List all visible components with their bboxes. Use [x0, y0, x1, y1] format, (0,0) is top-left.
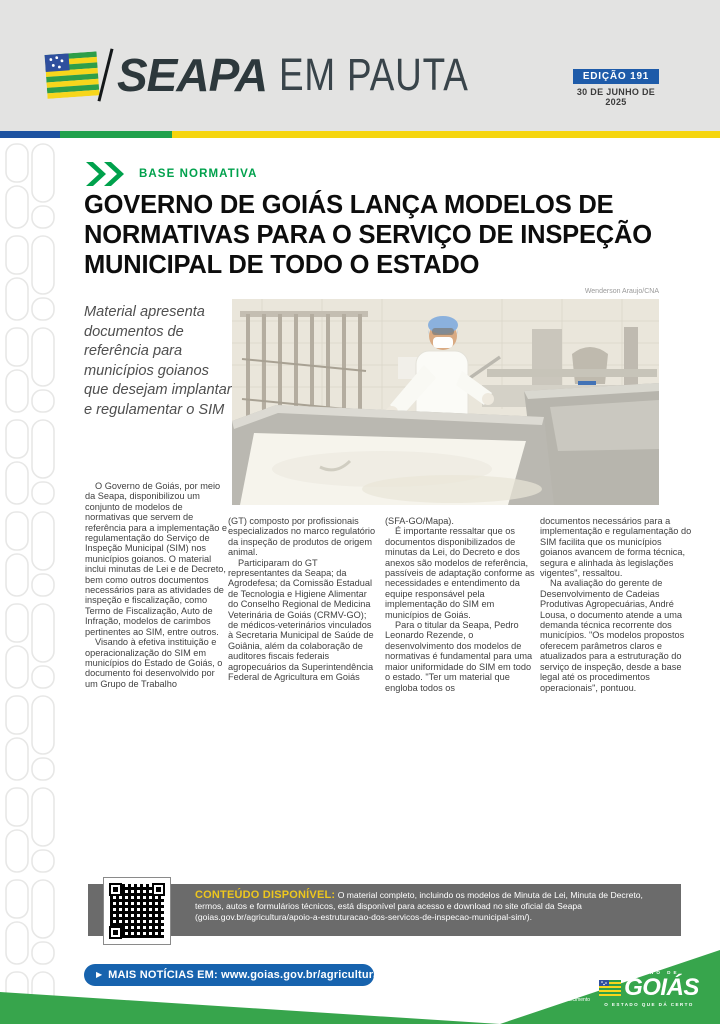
news-link-pill[interactable]: [84, 964, 380, 986]
tricolor-stripe: [0, 131, 720, 138]
content-banner-body: O material completo, incluindo os modelos de Minuta de Lei, Minuta de Decreto, termos, autos e formulários técnicos, está disponível para acesso e download no site oficial da Seapa (goias.gov.br/agricultura/apoio-a-estruturacao-dos-servicos-de-inspecao-municipal-sim/).: [195, 890, 643, 922]
article-paragraph: Na avaliação do gerente de Desenvolvimento de Cadeias Produtivas Agropecuárias, André Lousa, o documento atende a uma demanda técnica recorrente dos municípios. "Os modelos propostos oferecem parâmetros claros e atualizados para a estruturação do serviço de inspeção, desde a base legal até os procedimentos operacionais", pontuou.: [540, 578, 685, 693]
article-paragraph: É importante ressaltar que os documentos disponibilizados de minutas da Lei, do Decreto e dos anexos são modelos de referência, passíveis de adaptação conforme as necessidades e entendimento da equipe responsável pela implementação do SIM em municípios de Goiás.: [385, 526, 535, 620]
content-banner-label: CONTEÚDO DISPONÍVEL:: [195, 889, 336, 901]
qr-finder-icon: [109, 883, 122, 896]
stripe-green: [60, 131, 172, 138]
edition-badge: EDIÇÃO 191: [573, 69, 659, 84]
government-logo-name: GOIÁS: [624, 974, 699, 1001]
decorative-side-pattern: [4, 140, 58, 1008]
brand-logo: [46, 48, 510, 102]
stripe-yellow: [172, 131, 720, 138]
qr-code: [103, 877, 171, 945]
photo-credit: Wenderson Araujo/CNA: [584, 288, 659, 295]
footer-org-name: SEAPA: [566, 977, 590, 984]
article-paragraph: Para o titular da Seapa, Pedro Leonardo Rezende, o desenvolvimento dos modelos de normativas é fundamental para uma maior uniformidade do SIM em todo o estado. "Ter um material que engloba todos os: [385, 620, 533, 693]
article-column: [385, 516, 537, 693]
footer-org-block: [528, 977, 590, 1003]
goias-flag-icon: [45, 51, 104, 99]
article-column: [540, 516, 692, 693]
stripe-blue: [0, 131, 60, 138]
edition-date: 30 DE JUNHO DE 2025: [576, 87, 656, 107]
footer-org-description: Secretaria de Estado de Agricultura, Pecuária e Abastecimento: [536, 984, 590, 1003]
goias-flag-icon: [599, 980, 621, 996]
article-lede: Material apresenta documentos de referência para municípios goianos que desejam implantar e regulamentar o SIM: [84, 304, 232, 418]
article-paragraph: O Governo de Goiás, por meio da Seapa, disponibilizou um conjunto de modelos de normativas que servem de referência para a implementação e regulamentação do Serviço de Inspeção Municipal (SIM) nos municípios goianos. O material inclui minutas de Lei e de Decreto, bem como outros documentos necessários para as atividades de inspeção e fiscalização, como Termo de Fiscalização, Auto de Infração, modelos de carimbos pertinentes ao SIM, entre outros.: [85, 481, 227, 637]
masthead: [0, 0, 720, 131]
qr-finder-icon: [109, 926, 122, 939]
section-label: BASE NORMATIVA: [139, 168, 258, 180]
article-headline: GOVERNO DE GOIÁS LANÇA MODELOS DE NORMATIVAS PARA O SERVIÇO DE INSPEÇÃO MUNICIPAL DE TODO O ESTADO: [84, 191, 652, 279]
government-logo-top: GOVERNO DE: [618, 970, 680, 975]
brand-title: SEAPA: [117, 49, 268, 101]
article-paragraph: documentos necessários para a implementação e regulamentação do SIM facilita que os municípios goianos avancem de forma técnica, segura e alinhada às legislações vigentes", ressaltou.: [540, 516, 692, 579]
article-column: [85, 481, 227, 689]
article-paragraph: Visando à efetiva instituição e operacionalização do SIM em municípios do Estado de Goiás, o documento foi desenvolvido por um Grupo de Trabalho: [85, 637, 223, 689]
government-logo: [596, 970, 702, 1007]
article-paragraph: (SFA-GO/Mapa).: [385, 516, 454, 526]
qr-pattern: [110, 884, 164, 938]
double-chevron-icon: [85, 161, 125, 187]
article-paragraph: (GT) composto por profissionais especializados no marco regulatório da inspeção de produtos de origem animal.: [228, 516, 376, 558]
government-logo-slogan: O ESTADO QUE DÁ CERTO: [604, 1002, 694, 1007]
content-banner-text: [195, 890, 673, 923]
brand-subtitle: EM PAUTA: [279, 49, 469, 100]
article-column: [228, 516, 378, 683]
play-icon: ▶: [96, 970, 103, 979]
article-photo: [232, 299, 659, 505]
qr-finder-icon: [152, 883, 165, 896]
news-link-text: MAIS NOTÍCIAS EM: www.goias.gov.br/agricultura: [108, 969, 380, 981]
article-paragraph: Participaram do GT representantes da Seapa; da Agrodefesa; da Comissão Estadual de Tecnologia e Higiene Alimentar do Conselho Regional de Medicina Veterinária de Goiás (CRMV-GO); de médicos-veterinários vinculados à Secretaria Municipal de Saúde de Goiânia, além da colaboração de auditores fiscais federais agropecuários da Superintendência Federal de Agricultura em Goiás: [228, 557, 374, 683]
